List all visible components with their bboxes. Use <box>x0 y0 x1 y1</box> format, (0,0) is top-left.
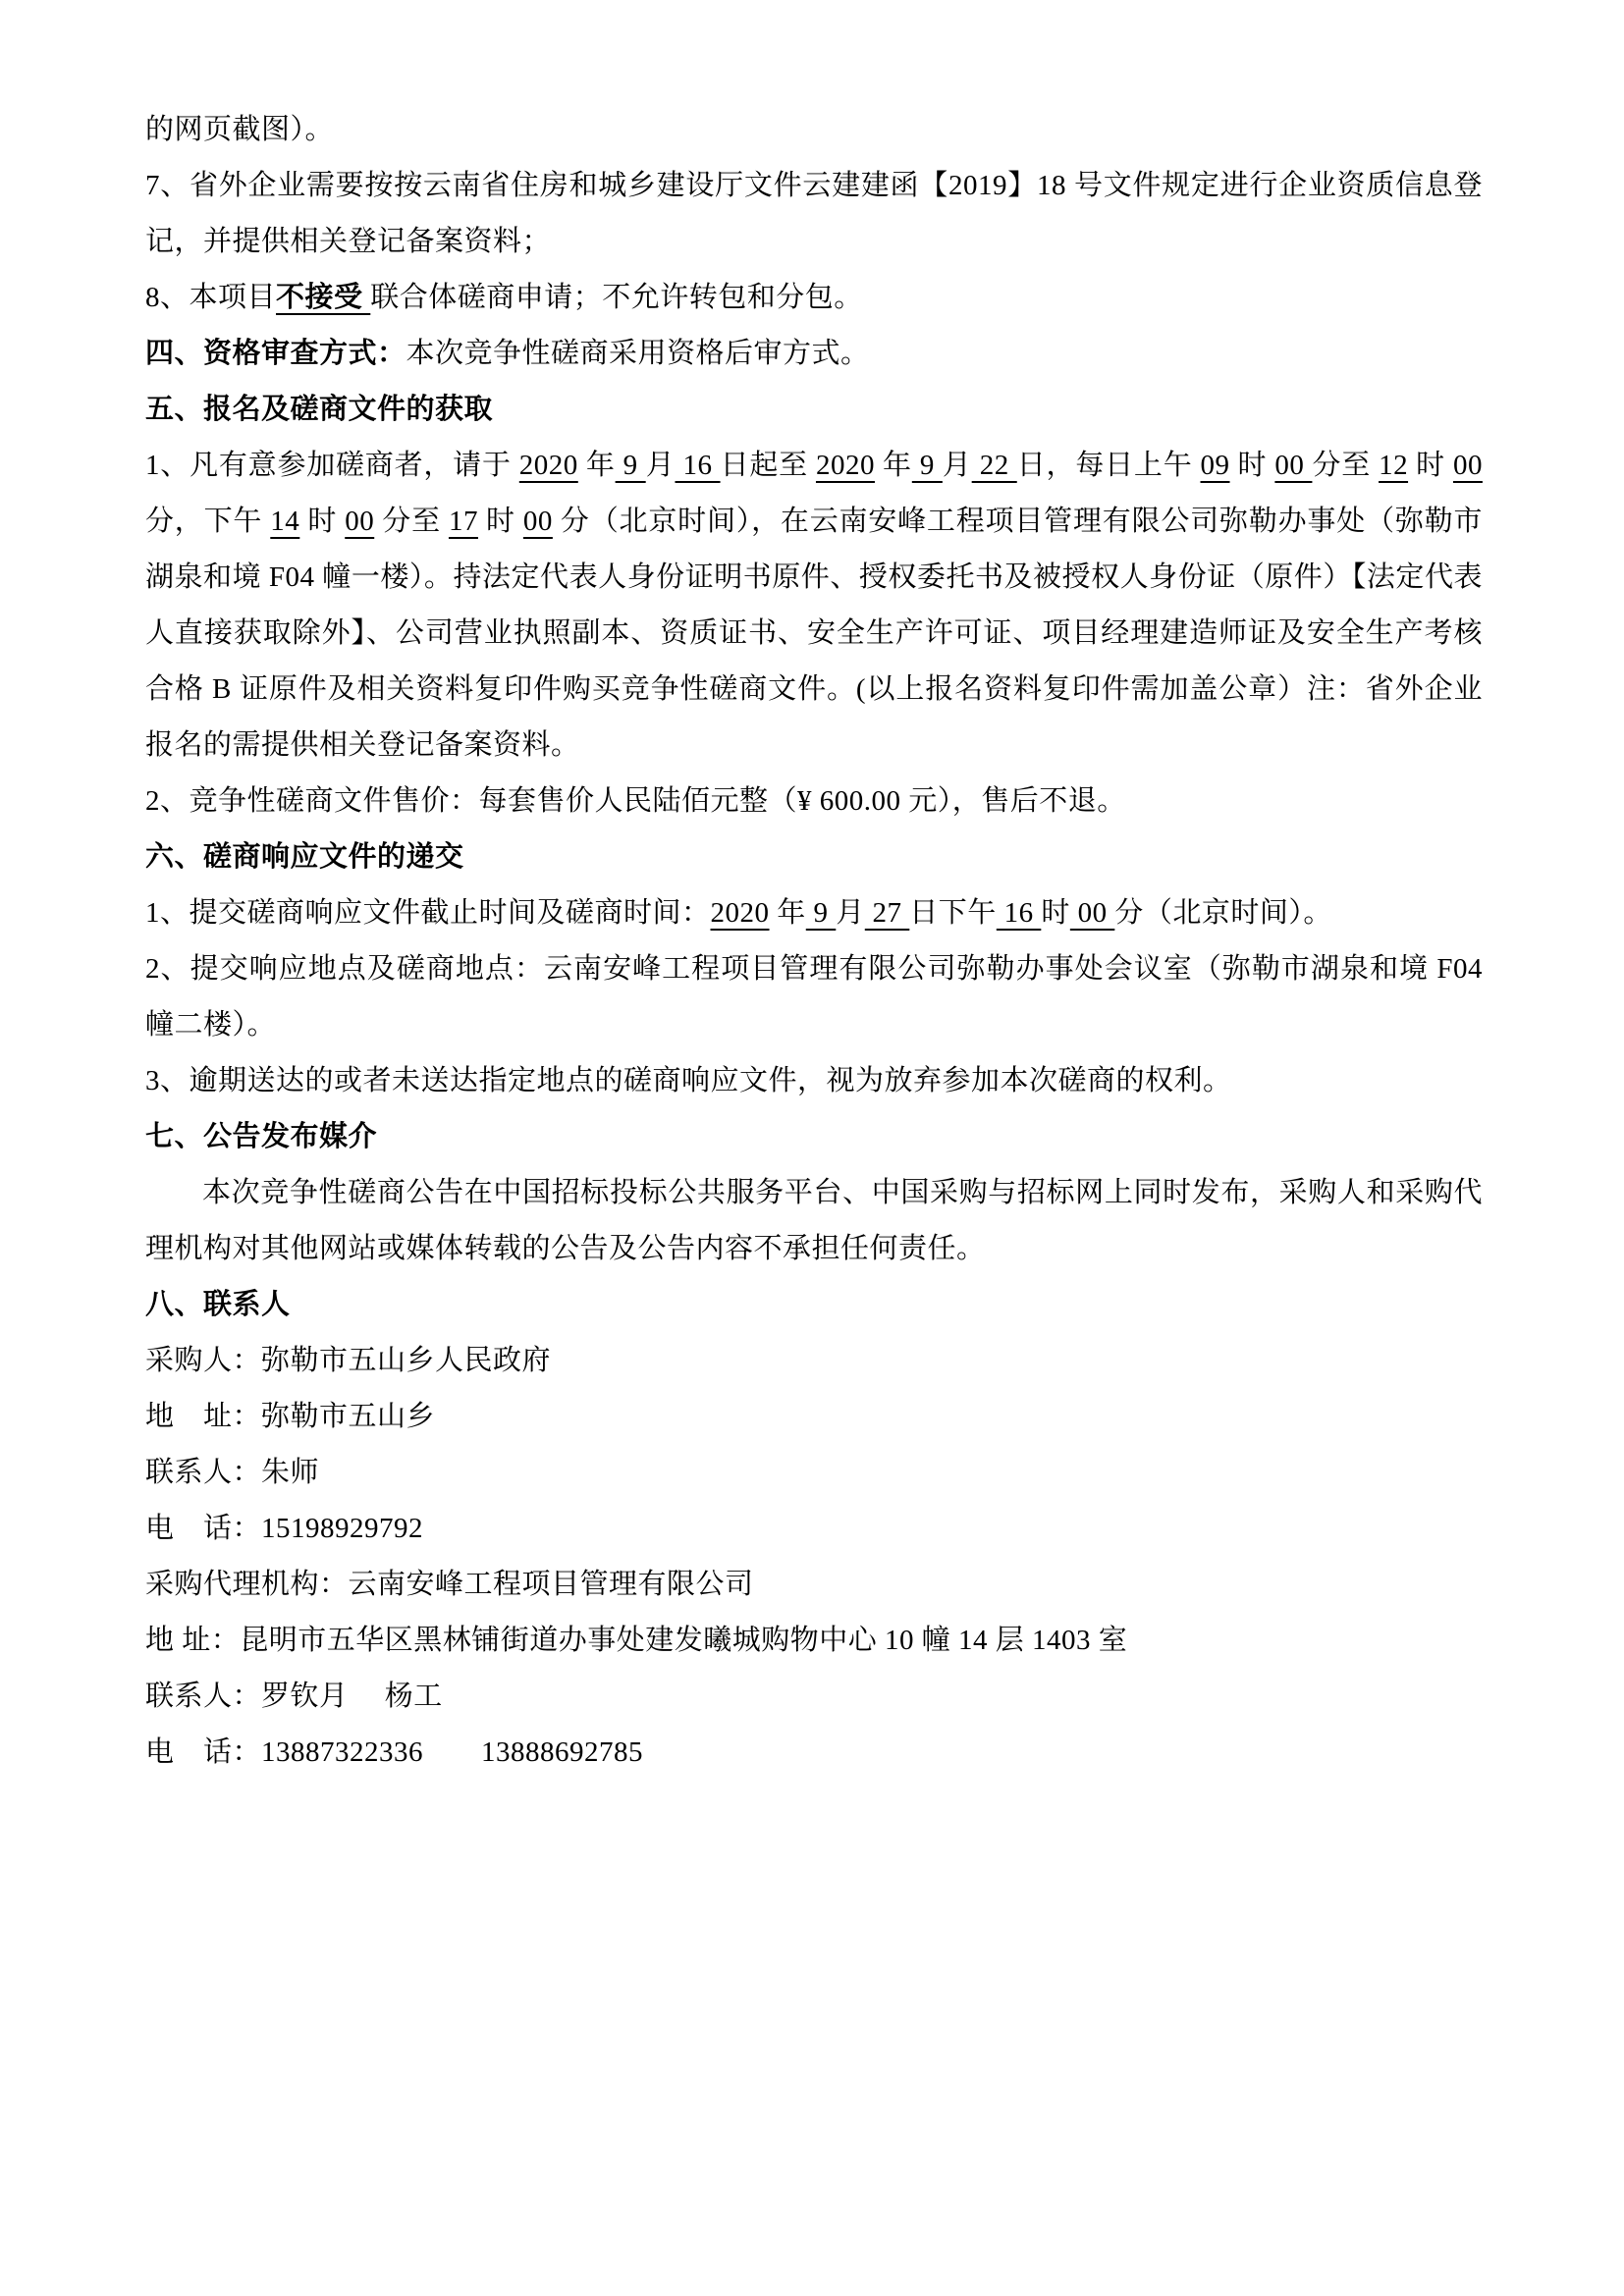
paragraph <box>145 885 1483 941</box>
text-segment: 22 <box>971 450 1017 481</box>
text-segment: 1、提交磋商响应文件截止时间及磋商时间： <box>145 897 711 929</box>
text-segment: 地 址：弥勒市五山乡 <box>145 1401 436 1432</box>
text-segment: 00 <box>1452 450 1483 481</box>
paragraph <box>145 1613 1483 1669</box>
paragraph <box>145 102 1483 158</box>
paragraph <box>145 1501 1483 1557</box>
text-segment: 时 <box>477 506 523 537</box>
text-segment: 月 <box>942 450 972 481</box>
paragraph <box>145 1165 1483 1277</box>
paragraph <box>145 941 1483 1053</box>
text-segment: 2020 <box>710 897 770 929</box>
paragraph <box>145 1669 1483 1725</box>
text-segment: 分至 <box>1312 450 1380 481</box>
text-segment: 7、省外企业需要按按云南省住房和城乡建设厅文件云建建函【2019】18 号文件规定进行企业资质信息登记，并提供相关登记备案资料； <box>145 170 1483 257</box>
document-body <box>145 102 1483 1781</box>
section-heading <box>145 382 1483 438</box>
text-segment: 2、提交响应地点及磋商地点：云南安峰工程项目管理有限公司弥勒办事处会议室（弥勒市湖泉和境 F04 幢二楼）。 <box>145 953 1483 1041</box>
text-segment: 分至 <box>374 506 449 537</box>
text-segment: 分，下午 <box>145 506 271 537</box>
text-segment: 采购代理机构：云南安峰工程项目管理有限公司 <box>145 1569 754 1600</box>
paragraph <box>145 1557 1483 1613</box>
paragraph <box>145 1445 1483 1501</box>
text-segment: 00 <box>1069 897 1115 929</box>
text-segment: 14 <box>270 506 300 537</box>
text-segment: 月 <box>645 450 676 481</box>
text-segment: 八、联系人 <box>145 1289 291 1320</box>
text-segment: 四、资格审查方式： <box>145 338 406 369</box>
text-segment: 12 <box>1379 450 1409 481</box>
text-segment: 16 <box>996 897 1042 929</box>
text-segment: 9 <box>911 450 943 481</box>
text-segment: 年 <box>577 450 616 481</box>
text-segment: 时 <box>299 506 346 537</box>
text-segment: 时 <box>1408 450 1453 481</box>
text-segment: 联系人：朱师 <box>145 1457 320 1488</box>
text-segment: 8、本项目 <box>145 282 277 313</box>
text-segment: 00 <box>345 506 375 537</box>
text-segment: 分（北京时间），在云南安峰工程项目管理有限公司弥勒办事处（弥勒市湖泉和境 F04 幢一楼）。持法定代表人身份证明书原件、授权委托书及被授权人身份证（原件）【法定代表人直接获取除外】、公司营业执照副本、资质证书、安全生产许可证、项目经理建造师证及安全生产考核合格 B 证原件及相关资料复印件购买竞争性磋商文件。(以上报名资料复印件需加盖公章）注：省外企业报名的需提供相关登记备案资料。 <box>145 506 1483 761</box>
text-segment: 电 话：13887322336 13888692785 <box>145 1736 644 1768</box>
text-segment: 年 <box>874 450 912 481</box>
text-segment: 1、凡有意参加磋商者，请于 <box>145 450 519 481</box>
paragraph <box>145 326 1483 382</box>
paragraph <box>145 158 1483 270</box>
text-segment: 09 <box>1200 450 1230 481</box>
text-segment: 日，每日上午 <box>1016 450 1201 481</box>
text-segment: 分（北京时间）。 <box>1114 897 1332 929</box>
text-segment: 日起至 <box>720 450 816 481</box>
paragraph <box>145 1053 1483 1109</box>
text-segment: 日下午 <box>909 897 997 929</box>
section-heading <box>145 1277 1483 1333</box>
paragraph <box>145 438 1483 774</box>
paragraph <box>145 1333 1483 1389</box>
text-segment: 27 <box>864 897 910 929</box>
text-segment: 17 <box>448 506 478 537</box>
text-segment: 16 <box>675 450 721 481</box>
text-segment: 采购人：弥勒市五山乡人民政府 <box>145 1345 552 1376</box>
text-segment: 3、逾期送达的或者未送达指定地点的磋商响应文件，视为放弃参加本次磋商的权利。 <box>145 1065 1232 1096</box>
text-segment: 七、公告发布媒介 <box>145 1121 378 1152</box>
text-segment: 00 <box>1274 450 1313 481</box>
section-heading <box>145 1109 1483 1165</box>
text-segment: 2、竞争性磋商文件售价：每套售价人民陆佰元整（¥ 600.00 元），售后不退。 <box>145 785 1126 817</box>
text-segment: 本次竞争性磋商采用资格后审方式。 <box>406 338 870 369</box>
text-segment: 2020 <box>518 450 578 481</box>
text-segment: 时 <box>1229 450 1275 481</box>
text-segment: 00 <box>522 506 553 537</box>
text-segment: 联系人：罗钦月 杨工 <box>145 1681 443 1712</box>
text-segment: 年 <box>769 897 806 929</box>
paragraph <box>145 1389 1483 1445</box>
text-segment: 2020 <box>815 450 875 481</box>
paragraph <box>145 774 1483 829</box>
text-segment: 五、报名及磋商文件的获取 <box>145 394 494 425</box>
text-segment: 月 <box>836 897 865 929</box>
text-segment: 9 <box>615 450 646 481</box>
text-segment: 电 话：15198929792 <box>145 1513 424 1544</box>
text-segment: 本次竞争性磋商公告在中国招标投标公共服务平台、中国采购与招标网上同时发布，采购人和采购代理机构对其他网站或媒体转载的公告及公告内容不承担任何责任。 <box>145 1177 1483 1264</box>
text-segment: 的网页截图）。 <box>145 114 335 145</box>
text-segment: 不接受 <box>276 282 371 313</box>
paragraph <box>145 1725 1483 1781</box>
text-segment: 时 <box>1041 897 1070 929</box>
text-segment: 联合体磋商申请；不允许转包和分包。 <box>370 282 863 313</box>
text-segment: 9 <box>805 897 837 929</box>
paragraph <box>145 270 1483 326</box>
text-segment: 地 址：昆明市五华区黑林铺街道办事处建发曦城购物中心 10 幢 14 层 1403 室 <box>145 1625 1128 1656</box>
section-heading <box>145 829 1483 885</box>
text-segment: 六、磋商响应文件的递交 <box>145 841 464 873</box>
